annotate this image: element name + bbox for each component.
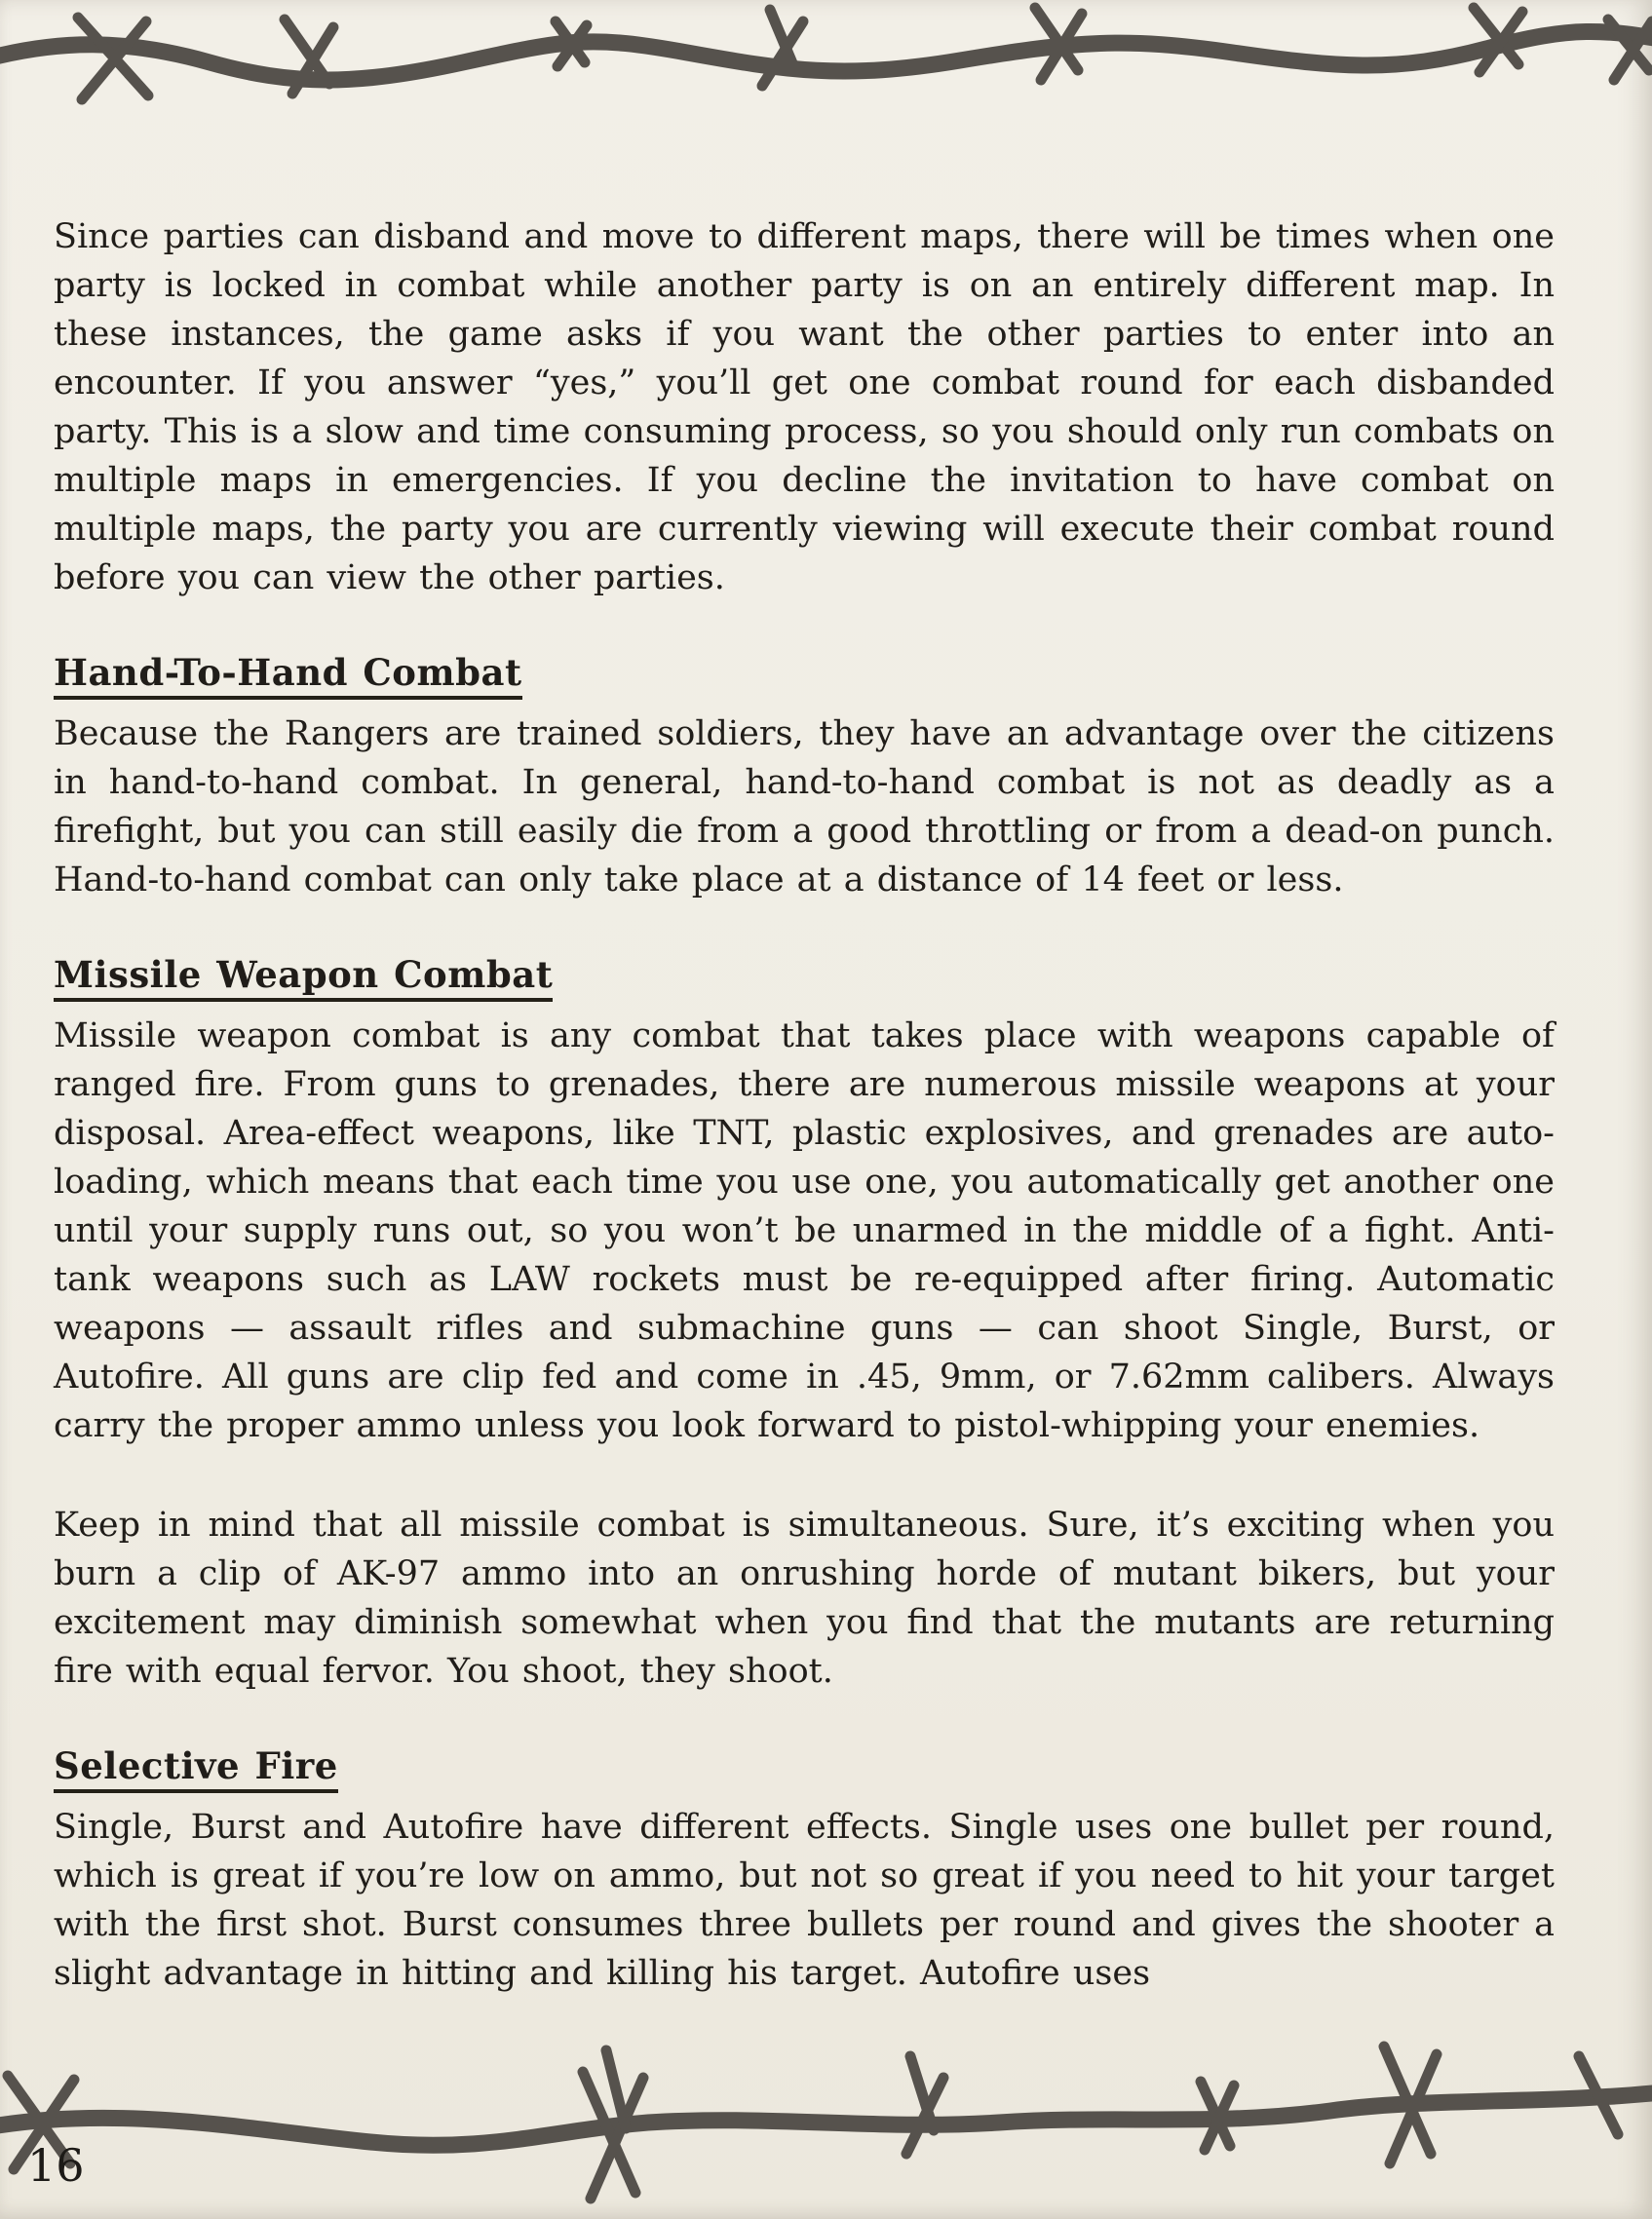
heading-text: Missile Weapon Combat [54,953,553,1002]
missile-weapon-paragraph-2: Keep in mind that all missile combat is simultaneous. Sure, it’s exciting when you burn a clip of AK-97 ammo into an onrushing horde of mutant bikers, but your excitement may diminish somewhat when you find that the mutants are returning fire with equal fervor. You shoot, they shoot. [54,1506,1555,1691]
selective-fire-paragraph: Single, Burst and Autofire have different effects. Single uses one bullet per round, which is great if you’re low on ammo, but not so great if you need to hit your target with the first shot. Burst consumes three bullets per round and gives the shooter a slight advantage in hitting and killing his target. Autofire uses [54,1808,1555,1993]
page-content [54,0,1555,1998]
section-heading-missile-weapon-combat [54,953,1555,1002]
missile-weapon-paragraph: Missile weapon combat is any combat that takes place with weapons capable of ranged fire. From guns to grenades, there are numerous missile weapons at your disposal. Area-effect weapons, like TNT, plastic explosives, and grenades are auto-loading, which means that each time you use one, you automatically get another one until your supply runs out, so you won’t be unarmed in the middle of a fight. Anti-tank weapons such as LAW rockets must be re-equipped after firing. Automatic weapons — assault rifles and submachine guns — can shoot Single, Burst, or Autofire. All guns are clip fed and come in .45, 9mm, or 7.62mm calibers. Always carry the proper ammo unless you look forward to pistol-whipping your enemies. [54,1016,1555,1445]
section-heading-hand-to-hand-combat [54,651,1555,700]
heading-text: Selective Fire [54,1744,338,1793]
page-number: 16 [27,2139,85,2192]
heading-text: Hand-To-Hand Combat [54,651,522,700]
intro-paragraph: Since parties can disband and move to different maps, there will be times when one party is locked in combat while another party is on an entirely different map. In these instances, the game asks if you want the other parties to enter into an encounter. If you answer “yes,” you’ll get one combat round for each disbanded party. This is a slow and time consuming process, so you should only run combats on multiple maps in emergencies. If you decline the invitation to have combat on multiple maps, the party you are currently viewing will execute their combat round before you can view the other parties. [54,217,1555,597]
hand-to-hand-paragraph: Because the Rangers are trained soldiers, they have an advantage over the citizens in hand-to-hand combat. In general, hand-to-hand combat is not as deadly as a firefight, but you can still easily die from a good throttling or from a dead-on punch. Hand-to-hand combat can only take place at a distance of 14 feet or less. [54,714,1555,899]
section-heading-selective-fire [54,1744,1555,1793]
barbed-wire-icon [0,2035,1652,2219]
